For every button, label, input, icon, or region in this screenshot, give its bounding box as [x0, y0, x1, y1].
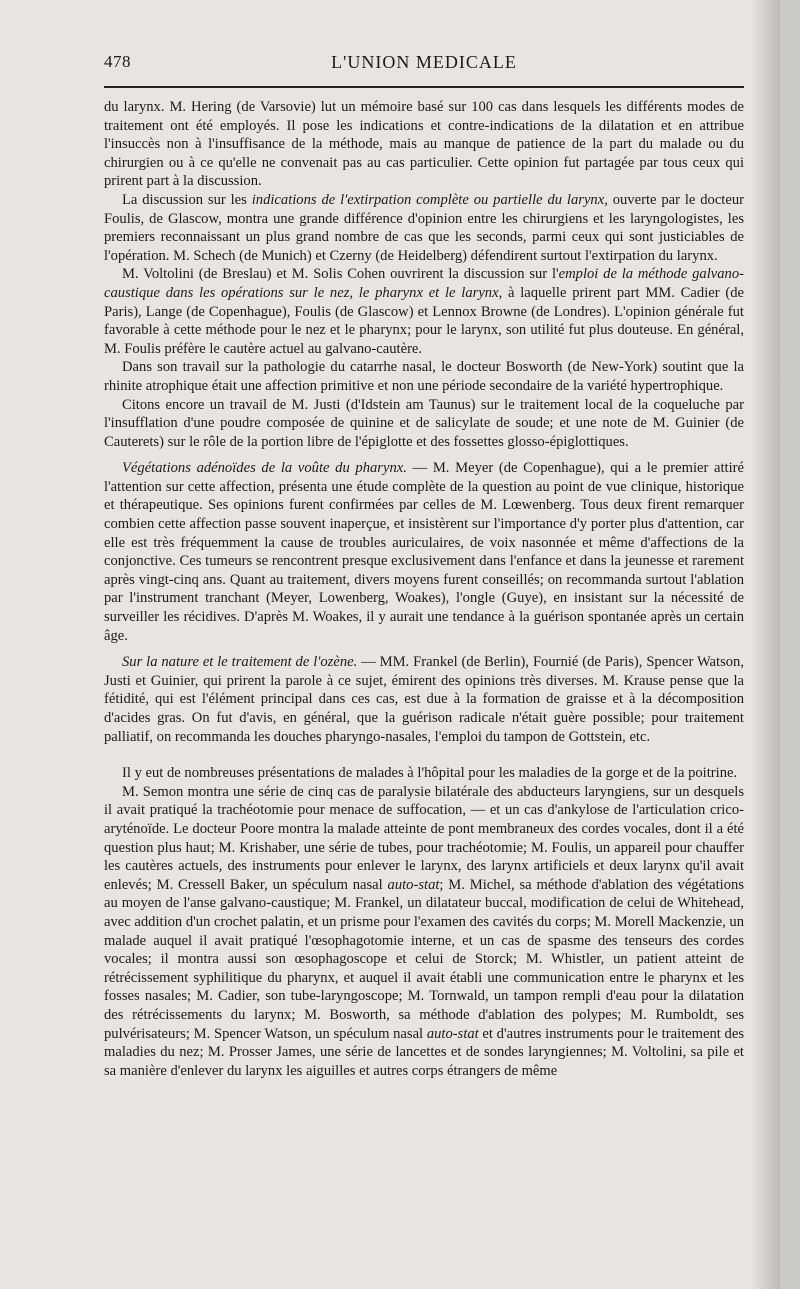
italic-text: indications de l'extirpation complète ou partielle du larynx [251, 191, 605, 208]
body-text [104, 98, 744, 1080]
text-run: Citons encore un travail de M. Justi (d'Idstein am Taunus) sur le traitement local de la coqueluche par l'insufflation d'une poudre composée de quinine et de salicylate de soude; et une note de M. Guinier (de Cauterets) sur le rôle de la portion libre de l'épiglotte et des fossettes glosso-épiglottiques. [104, 396, 744, 450]
text-run: et d'autres instruments pour le traitement des maladies du nez; M. Prosser James, une série de lancettes et de sondes laryngiennes; M. Voltolini, sa pile et sa manière d'enlever du larynx les aiguilles et autres corps étrangers de même [104, 1025, 744, 1079]
text-run: La discussion sur les [122, 191, 252, 208]
italic-text: auto-stat [387, 876, 440, 893]
text-run: M. Semon montra une série de cinq cas de paralysie bilatérale des abducteurs laryngiens, sur un desquels il avait pratiqué la trachéotomie pour menace de suffocation, — et un cas d'ankylose de l'articulation crico-aryténoïde. Le docteur Poore montra la malade atteinte de pont membraneux des cordes vocales, dont il a été question plus haut; M. Krishaber, une série de tubes, pour trachéotomie; M. Foulis, un appareil pour chauffer les cautères actuels, des instruments pour enlever le larynx, des larynx artificiels et deux larynx qu'il avait enlevés; M. Cressell Baker, un spéculum nasal [104, 783, 744, 893]
paragraph [104, 191, 744, 265]
text-run: , à laquelle prirent part MM. Cadier (de Paris), Lange (de Copenhague), Foulis (de Glascow) et Lennox Browne (de Londres). L'opinion générale fut favorable à cette méthode pour le nez et le pharynx; pour le larynx, son utilité fut plus douteuse. En général, M. Foulis préfère le cautère actuel au galvano-cautère. [104, 284, 744, 357]
italic-text: auto-stat [426, 1025, 479, 1042]
paragraph [104, 459, 744, 645]
text-run: Dans son travail sur la pathologie du catarrhe nasal, le docteur Bosworth (de New-York) soutint que la rhinite atrophique était une affection primitive et non une période secondaire de la variété hypertrophique. [104, 359, 744, 394]
page-number: 478 [104, 52, 131, 71]
paragraph [104, 764, 744, 783]
text-run: — M. Meyer (de Copenhague), qui a le premier attiré l'attention sur cette affection, présenta une étude complète de la question au point de vue clinique, historique et thérapeutique. Ses opinions furent confirmées par celles de M. Lœwenberg. Tous deux firent remarquer combien cette affection passe souvent inaperçue, et insistèrent sur l'importance d'y porter plus d'attention, car elle est très fréquemment la cause de troubles auriculaires, de voix nasonnée et même d'affections de la conjonctive. Ces tumeurs se rencontrent presque exclusivement dans l'enfance et dans la jeunesse et rarement après vingt-cinq ans. Quant au traitement, divers moyens furent conseillés; on recommanda surtout l'ablation par l'instrument tranchant (Meyer, Lowenberg, Woakes), l'ongle (Guye), en insistant sur la nécessité de surveiller les récidives. D'après M. Woakes, il y aurait une tendance à la guérison spontanée après un certain âge. [104, 460, 744, 644]
text-run: du larynx. M. Hering (de Varsovie) lut un mémoire basé sur 100 cas dans lesquels les différents modes de traitement ont été employés. Il pose les indications et contre-indications de la dilatation et en attribue l'insuccès non à l'insuffisance de la méthode, mais au manque de patience de la part du malade ou du chirurgien ou à ce qu'elle ne convenait pas au cas particulier. Cette opinion fut partagée par tous ceux qui prirent part à la discussion. [104, 99, 744, 190]
paragraph [104, 396, 744, 452]
running-title: L'UNION MEDICALE [331, 52, 517, 72]
paragraph [104, 358, 744, 395]
text-run: Il y eut de nombreuses présentations de malades à l'hôpital pour les maladies de la gorge et de la poitrine. [122, 765, 738, 782]
italic-text: Végétations adénoïdes de la voûte du pharynx. [122, 460, 407, 477]
paragraph [104, 98, 744, 191]
paragraph [104, 265, 744, 358]
page-header [104, 52, 744, 82]
paragraph [104, 653, 744, 746]
header-rule [104, 86, 744, 88]
text-run: , ouverte par le docteur Foulis, de Glascow, montra une grande différence d'opinion entre les chirurgiens et les laryngologistes, les premiers reconnaissant un plus grand nombre de cas que les seconds, parmi ceux qui sont justiciables de l'opération. M. Schech (de Munich) et Czerny (de Heidelberg) défendirent surtout l'extirpation du larynx. [104, 191, 744, 264]
paragraph [104, 783, 744, 1081]
italic-text: emploi de la méthode galvano-caustique dans les opérations sur le nez, le pharynx et le larynx [104, 266, 744, 301]
text-run: M. Voltolini (de Breslau) et M. Solis Cohen ouvrirent la discussion sur l' [122, 266, 559, 283]
text-run: — MM. Frankel (de Berlin), Fournié (de Paris), Spencer Watson, Justi et Guinier, qui prirent la parole à ce sujet, émirent des opinions très diverses. M. Krause pense que la fétidité, qui est l'élément principal dans ces cas, est due à la formation de graisse et à la décomposition d'acides gras. On fut d'avis, en général, que la guérison radicale n'était guère possible; pour traitement palliatif, on recommanda les douches pharyngo-nasales, l'emploi du tampon de Gottstein, etc. [104, 654, 744, 745]
text-run: ; M. Michel, sa méthode d'ablation des végétations au moyen de l'anse galvano-caustique; M. Frankel, un dilatateur buccal, modification de celui de Whitehead, avec addition d'un crochet palatin, et un prisme pour l'examen des cavités du corps; M. Morell Mackenzie, un malade auquel il avait pratiqué l'œsophagotomie interne, et un cas de spasme des tenseurs des cordes vocales; il montra aussi son œsophagoscope et celui de Storck; M. Whistler, un patient atteint de rétrécissement syphilitique du pharynx, et auquel il avait établi une communication entre le pharynx et les fosses nasales; M. Cadier, son tube-laryngoscope; M. Tornwald, un tampon rempli d'eau pour la dilatation des rétrécissements du larynx; M. Bosworth, sa méthode d'ablation des polypes; M. Rumboldt, ses pulvérisateurs; M. Spencer Watson, un spéculum nasal [104, 876, 744, 1042]
italic-text: Sur la nature et le traitement de l'ozène. [122, 654, 358, 671]
